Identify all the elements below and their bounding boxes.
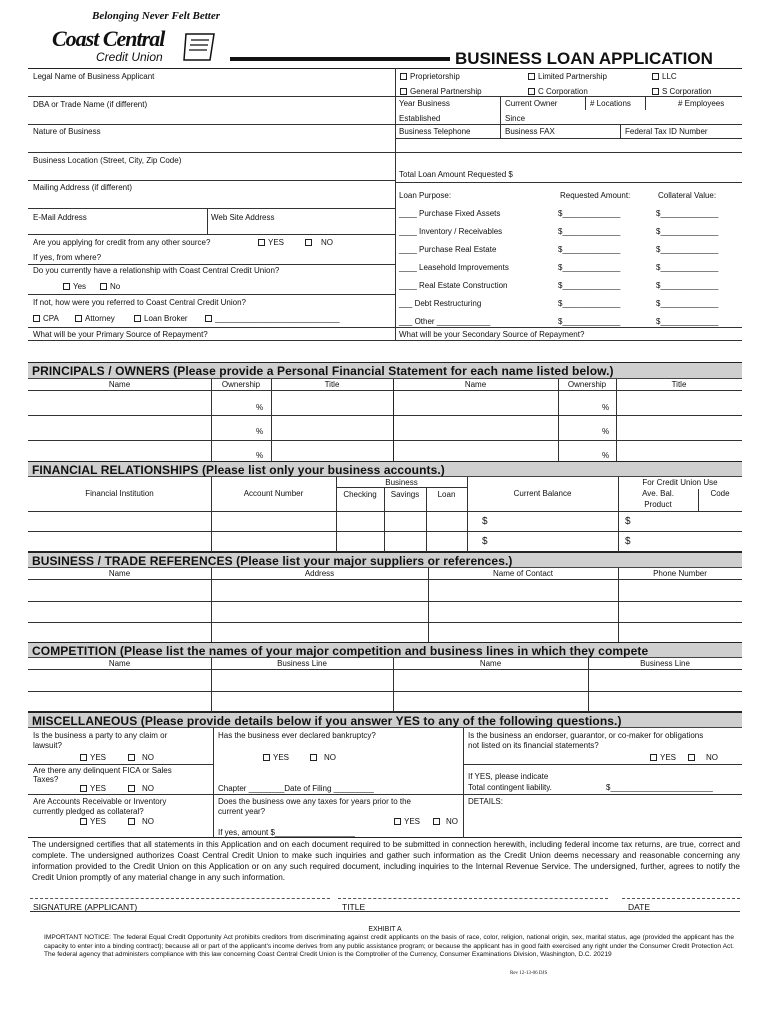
s-corp-checkbox[interactable]: S Corporation [652, 87, 711, 96]
exhibit-label: EXHIBIT A [368, 926, 402, 933]
col-cu-use: For Credit Union Use [642, 478, 718, 487]
financial-table [28, 477, 742, 552]
checkbox-icon [80, 754, 87, 761]
dollar-sign: $ [482, 536, 488, 547]
requested-amount-field[interactable]: $_____________ [558, 281, 621, 290]
percent-sign: % [256, 451, 264, 460]
checkbox-icon [75, 315, 82, 322]
percent-sign: % [602, 427, 610, 436]
checkbox-icon [400, 73, 407, 80]
relationship-no-checkbox[interactable]: No [100, 282, 120, 291]
endorser-label: not listed on its financial statements? [468, 741, 599, 750]
checkbox-icon [63, 283, 70, 290]
claim-label: lawsuit? [33, 741, 62, 750]
dollar-sign: $ [482, 516, 488, 527]
established-label: Established [399, 114, 441, 123]
dba-label: DBA or Trade Name (if different) [33, 100, 148, 109]
endorser-yes-checkbox[interactable]: YES [650, 753, 676, 762]
col-name: Name [108, 380, 131, 389]
total-contingent-label: Total contingent liability. [468, 783, 552, 792]
fica-label: Are there any delinquent FICA or Sales [33, 766, 172, 775]
logo [52, 10, 222, 66]
since-label: Since [505, 114, 526, 123]
bankruptcy-no-checkbox[interactable]: NO [310, 753, 336, 762]
dollar-sign: $ [625, 516, 631, 527]
requested-amount-field[interactable]: $_____________ [558, 227, 621, 236]
ar-label: Are Accounts Receivable or Inventory [33, 797, 167, 806]
owe-yes-checkbox[interactable]: YES [394, 817, 420, 826]
col-current-balance: Current Balance [513, 489, 572, 498]
checkbox-icon [528, 88, 535, 95]
col-ownership: Ownership [567, 380, 607, 389]
signature-applicant-label: SIGNATURE (APPLICANT) [33, 902, 138, 912]
purpose-item: ____ Purchase Fixed Assets [399, 209, 501, 218]
logo-sub: Credit Union [96, 50, 163, 64]
revision-label: Rev 12-13-06 DJS [510, 971, 548, 976]
email-label: E-Mail Address [33, 213, 87, 222]
checkbox-icon [310, 754, 317, 761]
col-business-line: Business Line [640, 659, 690, 668]
misc-table [28, 728, 742, 838]
requested-amount-field[interactable]: $_____________ [558, 245, 621, 254]
percent-sign: % [256, 427, 264, 436]
checkbox-icon [305, 239, 312, 246]
requested-amount-field[interactable]: $_____________ [558, 299, 621, 308]
purpose-item: ____ Purchase Real Estate [399, 245, 497, 254]
signature-date-label: DATE [628, 902, 651, 912]
owe-label: current year? [218, 807, 266, 816]
col-name: Name [108, 569, 131, 578]
proprietorship-checkbox[interactable]: Proprietorship [400, 72, 460, 81]
competition-heading: COMPETITION (Please list the names of your major competition and business lines in which they compete [28, 642, 742, 658]
bankruptcy-yes-checkbox[interactable]: YES [263, 753, 289, 762]
checkbox-icon [400, 88, 407, 95]
business-telephone-label: Business Telephone [399, 127, 471, 136]
logo-emblem-icon [182, 30, 218, 64]
federal-tax-label: Federal Tax ID Number [625, 127, 708, 136]
collateral-value-field[interactable]: $_____________ [656, 281, 719, 290]
requested-amount-label: Requested Amount: [560, 191, 631, 200]
checkbox-icon [80, 818, 87, 825]
employees-label: # Employees [678, 99, 725, 108]
nature-label: Nature of Business [33, 127, 101, 136]
loan-purpose-label: Loan Purpose: [399, 191, 452, 200]
cpa-checkbox[interactable]: CPA [33, 314, 59, 323]
collateral-value-field[interactable]: $_____________ [656, 209, 719, 218]
year-business-label: Year Business [399, 99, 450, 108]
percent-sign: % [602, 403, 610, 412]
relationship-yes-checkbox[interactable]: Yes [63, 282, 86, 291]
col-account-number: Account Number [243, 489, 304, 498]
col-business-line: Business Line [277, 659, 327, 668]
checkbox-icon [128, 785, 135, 792]
checkbox-icon [80, 785, 87, 792]
col-business: Business [385, 478, 418, 487]
claim-no-checkbox[interactable]: NO [128, 753, 154, 762]
principals-table [28, 379, 742, 463]
col-contact: Name of Contact [492, 569, 554, 578]
fica-label: Taxes? [33, 775, 59, 784]
col-savings: Savings [390, 490, 420, 499]
details-label: DETAILS: [468, 797, 503, 806]
other-referral-checkbox[interactable]: ____________________________ [205, 314, 340, 323]
collateral-value-field[interactable]: $_____________ [656, 317, 719, 326]
col-ownership: Ownership [221, 380, 261, 389]
fica-yes-checkbox[interactable]: YES [80, 784, 106, 793]
purpose-item: ___ Debt Restructuring [399, 299, 482, 308]
website-label: Web Site Address [211, 213, 275, 222]
business-fax-label: Business FAX [505, 127, 555, 136]
checkbox-icon [134, 315, 141, 322]
col-name: Name [464, 380, 487, 389]
ar-label: currently pledged as collateral? [33, 807, 144, 816]
misc-heading: MISCELLANEOUS (Please provide details below if you answer YES to any of the following questions.) [28, 712, 742, 728]
col-title: Title [671, 380, 687, 389]
checkbox-icon [394, 818, 401, 825]
location-label: Business Location (Street, City, Zip Code) [33, 156, 182, 165]
purpose-item: ____ Inventory / Receivables [399, 227, 503, 236]
if-yes-indicate-label: If YES, please indicate [468, 772, 549, 781]
bankruptcy-label: Has the business ever declared bankruptcy? [218, 731, 376, 740]
chapter-field[interactable]: Chapter ________Date of Filing _________ [218, 784, 374, 793]
references-table [28, 568, 742, 644]
checkbox-icon [128, 754, 135, 761]
applying-yes-checkbox[interactable]: YES [258, 238, 284, 247]
general-partnership-checkbox[interactable]: General Partnership [400, 87, 482, 96]
referred-label: If not, how were you referred to Coast Central Credit Union? [33, 298, 246, 307]
applying-no-checkbox[interactable]: NO [305, 238, 333, 247]
checkbox-icon [528, 73, 535, 80]
purpose-item: ____ Real Estate Construction [399, 281, 508, 290]
col-name: Name [479, 659, 502, 668]
contingent-amount-field[interactable]: $_______________________ [606, 783, 713, 792]
collateral-value-field[interactable]: $_____________ [656, 227, 719, 236]
checkbox-icon [433, 818, 440, 825]
percent-sign: % [602, 451, 610, 460]
signature-title-label: TITLE [342, 902, 366, 912]
competition-table [28, 658, 742, 712]
tagline: Belonging Never Felt Better [92, 10, 221, 22]
principals-heading: PRINCIPALS / OWNERS (Please provide a Personal Financial Statement for each name listed below.) [28, 362, 742, 379]
claim-yes-checkbox[interactable]: YES [80, 753, 106, 762]
purpose-item: ____ Leasehold Improvements [399, 263, 509, 272]
requested-amount-field[interactable]: $_____________ [558, 317, 621, 326]
owe-no-checkbox[interactable]: NO [433, 817, 458, 826]
logo-main: Coast Central [52, 26, 165, 51]
limited-partnership-checkbox[interactable]: Limited Partnership [528, 72, 607, 81]
if-yes-where-label: If yes, from where? [33, 253, 102, 262]
checkbox-icon [652, 88, 659, 95]
ar-yes-checkbox[interactable]: YES [80, 817, 106, 826]
owe-label: Does the business owe any taxes for years prior to the [218, 797, 411, 806]
attorney-checkbox[interactable]: Attorney [75, 314, 115, 323]
financial-heading: FINANCIAL RELATIONSHIPS (Please list only your business accounts.) [28, 461, 742, 477]
col-code: Code [710, 489, 730, 498]
locations-label: # Locations [590, 99, 631, 108]
dollar-sign: $ [625, 536, 631, 547]
requested-amount-field[interactable]: $_____________ [558, 263, 621, 272]
important-notice: IMPORTANT NOTICE: The federal Equal Credit Opportunity Act prohibits creditors from discriminating against credit applicants on the basis of race, color, religion, national origin, sex, marital status, age (provided the applicant has the capacity to enter into a binding contract); because all or part of the applicant's income derives from any public assistance program; or because the applicant has in good faith exercised any right under the Consumer Credit Protection Act. The federal agency that administers compliance with this law concerning Coast Central Credit Union is the Comptroller of the Currency, Consumer Examinations Division, Washington, D.C. 20219 [44, 934, 734, 959]
current-owner-label: Current Owner [505, 99, 558, 108]
secondary-repay-label: What will be your Secondary Source of Repayment? [399, 330, 585, 339]
claim-label: Is the business a party to any claim or [33, 731, 168, 740]
col-phone: Phone Number [653, 569, 707, 578]
ar-no-checkbox[interactable]: NO [128, 817, 154, 826]
mailing-label: Mailing Address (if different) [33, 183, 133, 192]
llc-checkbox[interactable]: LLC [652, 72, 677, 81]
total-loan-label: Total Loan Amount Requested $ [399, 170, 513, 179]
col-product: Product [644, 500, 672, 509]
applying-other-label: Are you applying for credit from any other source? [33, 238, 211, 247]
checkbox-icon [258, 239, 265, 246]
relationship-label: Do you currently have a relationship with Coast Central Credit Union? [33, 266, 280, 275]
page-title: BUSINESS LOAN APPLICATION [455, 49, 713, 68]
c-corp-checkbox[interactable]: C Corporation [528, 87, 588, 96]
checkbox-icon [650, 754, 657, 761]
percent-sign: % [256, 403, 264, 412]
col-ave-bal: Ave. Bal. [642, 489, 674, 498]
col-checking: Checking [343, 490, 377, 499]
collateral-value-field[interactable]: $_____________ [656, 299, 719, 308]
col-institution: Financial Institution [85, 489, 154, 498]
collateral-value-field[interactable]: $_____________ [656, 263, 719, 272]
primary-repay-label: What will be your Primary Source of Repayment? [33, 330, 208, 339]
legal-name-label: Legal Name of Business Applicant [33, 72, 155, 81]
certification-text: The undersigned certifies that all statements in this Application and on each document required to be submitted in connection herewith, including federal income tax returns, are true, correct and complete. The undersigned authorizes Coast Central Credit Union to make such inquiries and gather such information as the Credit Union deems necessary and reasonable concerning any information provided to the Credit Union on this Application or on any such required document, including inquiries to the Internal Revenue Service. The undersigned, further, agrees to notify the Credit Union promptly of any material change in any such information. [32, 840, 740, 882]
checkbox-icon [688, 754, 695, 761]
col-title: Title [324, 380, 340, 389]
purpose-item: ___ Other ____________ [399, 317, 491, 326]
loan-broker-checkbox[interactable]: Loan Broker [134, 314, 188, 323]
col-loan: Loan [437, 490, 456, 499]
checkbox-icon [652, 73, 659, 80]
checkbox-icon [128, 818, 135, 825]
endorser-no-checkbox[interactable]: NO [688, 753, 718, 762]
checkbox-icon [33, 315, 40, 322]
checkbox-icon [263, 754, 270, 761]
endorser-label: Is the business an endorser, guarantor, or co-maker for obligations [468, 731, 704, 740]
checkbox-icon [205, 315, 212, 322]
checkbox-icon [100, 283, 107, 290]
requested-amount-field[interactable]: $_____________ [558, 209, 621, 218]
col-name: Name [108, 659, 131, 668]
collateral-value-label: Collateral Value: [658, 191, 717, 200]
collateral-value-field[interactable]: $_____________ [656, 245, 719, 254]
col-address: Address [304, 569, 335, 578]
if-yes-amount-field[interactable]: If yes, amount $__________________ [218, 828, 356, 837]
fica-no-checkbox[interactable]: NO [128, 784, 154, 793]
references-heading: BUSINESS / TRADE REFERENCES (Please list your major suppliers or references.) [28, 552, 742, 568]
